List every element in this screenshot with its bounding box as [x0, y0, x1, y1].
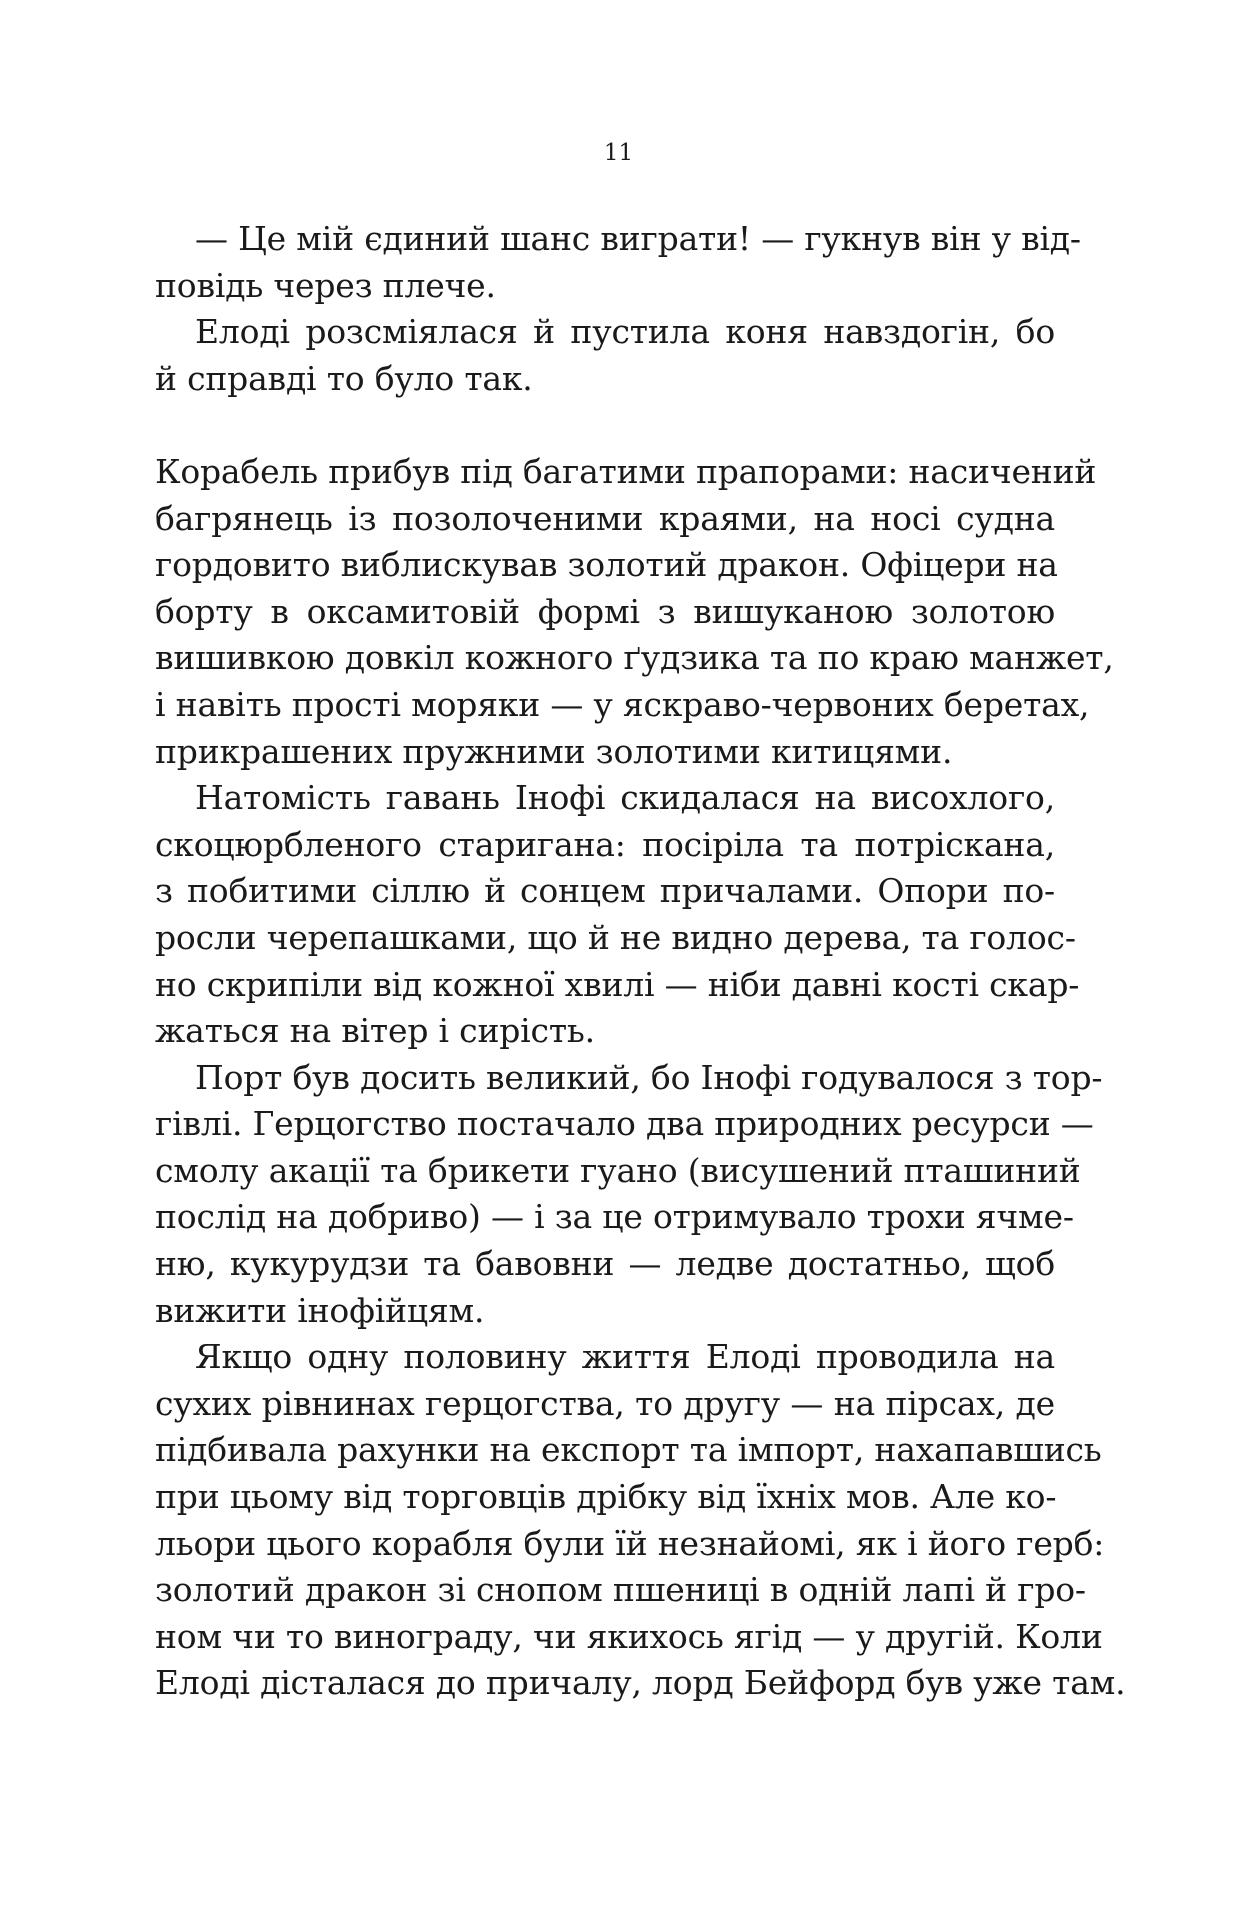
- text-line: послід на добриво) — і за це отримувало трохи ячме-: [155, 1197, 1074, 1237]
- paragraph-1: [155, 216, 1081, 309]
- text-line: смолу акації та брикети гуано (висушений пташиний: [155, 1150, 1081, 1190]
- section-break: [155, 402, 1055, 449]
- body-text: [155, 216, 1126, 1707]
- text-line: й справді то було так.: [155, 358, 533, 398]
- text-line: Натомість гавань Інофі скидалася на висохлого,: [195, 778, 1055, 818]
- text-line: з побитими сіллю й сонцем причалами. Опори по-: [155, 871, 1055, 911]
- text-line: ном чи то винограду, чи якихось ягід — у другій. Коли: [155, 1616, 1103, 1656]
- text-line: багрянець із позолоченими краями, на носі судна: [155, 498, 1055, 538]
- paragraph-4: [155, 775, 1080, 1055]
- text-line: повідь через плече.: [155, 265, 496, 305]
- text-line: борту в оксамитовій формі з вишуканою золотою: [155, 591, 1055, 631]
- text-line: при цьому від торговців дрібку від їхніх мов. Але ко-: [155, 1477, 1057, 1517]
- text-line: вишивкою довкіл кожного ґудзика та по краю манжет,: [155, 638, 1114, 678]
- text-line: Елоді дісталася до причалу, лорд Бейфорд був уже там.: [155, 1663, 1126, 1703]
- text-line: вижити інофійцям.: [155, 1290, 485, 1330]
- page-number: 11: [603, 140, 634, 166]
- paragraph-3: [155, 449, 1114, 775]
- text-line: льори цього корабля були їй незнайомі, як і його герб:: [155, 1523, 1105, 1563]
- text-line: скоцюрбленого старигана: посіріла та потріскана,: [155, 824, 1055, 864]
- text-line: но скрипіли від кожної хвилі — ніби давні кості скар-: [155, 964, 1080, 1004]
- text-line: підбивала рахунки на експорт та імпорт, нахапавшись: [155, 1430, 1102, 1470]
- paragraph-2: [155, 309, 1055, 402]
- paragraph-5: [155, 1055, 1103, 1335]
- text-line: гордовито виблискував золотий дракон. Офіцери на: [155, 545, 1058, 585]
- text-line: прикрашених пружними золотими китицями.: [155, 731, 953, 771]
- text-line: золотий дракон зі снопом пшениці в одній лапі й гро-: [155, 1570, 1086, 1610]
- text-line: гівлі. Герцогство постачало два природних ресурси —: [155, 1104, 1094, 1144]
- text-line: і навіть прості моряки — у яскраво-червоних беретах,: [155, 684, 1090, 724]
- text-line: ню, кукурудзи та бавовни — ледве достатньо, щоб: [155, 1244, 1055, 1284]
- text-line: росли черепашками, що й не видно дерева, та голос-: [155, 917, 1076, 957]
- paragraph-6: [155, 1334, 1126, 1707]
- text-line: Порт був досить великий, бо Інофі годувалося з тор-: [195, 1057, 1103, 1097]
- text-line: Якщо одну половину життя Елоді проводила на: [195, 1337, 1055, 1377]
- text-line: жаться на вітер і сирість.: [155, 1011, 595, 1051]
- text-line: Корабель прибув під багатими прапорами: насичений: [155, 451, 1097, 491]
- text-line: Елоді розсміялася й пустила коня навздогін, бо: [195, 312, 1055, 352]
- text-line: — Це мій єдиний шанс виграти! — гукнув він у від-: [195, 219, 1081, 258]
- text-line: сухих рівнинах герцогства, то другу — на пірсах, де: [155, 1383, 1055, 1423]
